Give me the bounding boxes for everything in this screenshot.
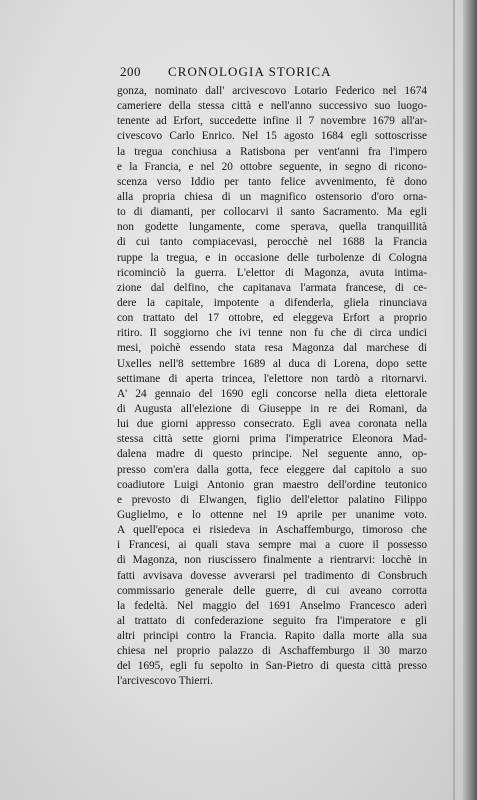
text-line: scenza verso Iddio per tanto felice avvenimento, fè dono [117,175,427,188]
text-line: ricominciò la guerra. L'elettor di Magonza, avuta intima- [117,266,427,279]
text-line: civescovo Carlo Enrico. Nel 15 agosto 1684 egli sottoscrisse [117,130,427,143]
text-line: al trattato di confederazione seguito fra l'imperatore e gli [117,614,427,627]
text-line: settimane di aperta trincea, l'elettore non tardò a ritornarvi. [117,372,427,385]
text-line: altri principi contro la Francia. Rapito dalla morte alla sua [117,630,427,643]
text-line: stessa città sette giorni prima l'imperatrice Eleonora Mad- [117,433,427,446]
text-line: e prevosto di Elwangen, figlio dell'elettor palatino Filippo [117,493,427,506]
text-line: commissario generale delle guerre, di cui aveano corrotta [117,584,427,597]
text-line: dalena madre di questo principe. Nel seguente anno, op- [117,448,427,461]
text-line: l'arcivescovo Thierri. [117,675,213,688]
text-line: ruppe la tregua, e in occasione delle turbolenze di Cologna [117,251,427,264]
text-line: A' 24 gennaio del 1690 egli concorse nella dieta elettorale [117,387,427,400]
text-line: chiesa nel proprio palazzo di Aschaffemburgo il 30 marzo [117,645,427,658]
book-spine [463,0,477,800]
text-line: coadiutore Luigi Antonio gran maestro dell'ordine teutonico [117,478,427,491]
text-line: mesi, poichè essendo stata resa Magonza dal marchese di [117,342,427,355]
text-line: to di diamanti, per collocarvi il santo Sacramento. Ma egli [117,206,427,219]
text-line: alla propria chiesa di un magnifico ostensorio d'oro orna- [117,190,427,203]
text-line: con trattato del 17 ottobre, ed eleggeva Erfort a proprio [117,312,427,325]
text-line: Uxelles nell'8 settembre 1689 al duca di Lorena, dopo sette [117,357,427,370]
body-text [117,84,427,690]
text-line: di cui tanto compiacevasi, perocchè nel 1688 la Francia [117,236,427,249]
text-line: la fedeltà. Nel maggio del 1691 Anselmo Francesco aderì [117,599,427,612]
text-line: zione dal delfino, che capitanava l'armata francese, di ce- [117,281,427,294]
text-line: dere la capitale, impotente a difenderla, gliela rinunciava [117,296,427,309]
text-line: e la Francia, e nel 20 ottobre seguente, in segno di ricono- [117,160,427,173]
page-header [120,64,390,82]
text-line: non godette lungamente, come sperava, quella tranquillità [117,221,427,234]
text-line: cameriere della stessa città e nell'anno successivo suo luogo- [117,100,427,113]
text-line: Guglielmo, e lo ottenne nel 19 aprile per unanime voto. [117,508,427,521]
text-line: di Magonza, non riuscissero finalmente a rientrarvi: locchè in [117,554,427,567]
text-line: A quell'epoca ei risiedeva in Aschaffemburgo, timoroso che [117,524,427,537]
text-line: lui due giorni appresso consecrato. Egli avea coronata nella [117,418,427,431]
text-line: gonza, nominato dall' arcivescovo Lotario Federico nel 1674 [117,85,427,97]
text-line: presso com'era dalla gotta, fece eleggere dal capitolo a suo [117,463,427,476]
page-number: 200 [120,64,141,79]
text-line: del 1695, egli fu sepolto in San-Pietro di questa città presso [117,660,427,673]
gutter-shadow [453,0,455,800]
text-line: i Francesi, ai quali stava sempre mai a cuore il possesso [117,539,427,552]
text-line: fatti avvisava dovesse avverarsi pel tradimento di Consbruch [117,569,427,582]
text-line: la tregua conchiusa a Ratisbona per vent'anni fra l'impero [117,145,427,158]
text-line: ritiro. Il soggiorno che ivi tenne non fu che di circa undici [117,327,427,340]
running-title: CRONOLOGIA STORICA [168,64,332,79]
text-line: di Augusta all'elezione di Giuseppe in re dei Romani, da [117,402,427,415]
text-line: tenente ad Erfort, succedette infine il 7 novembre 1679 all'ar- [117,115,427,128]
